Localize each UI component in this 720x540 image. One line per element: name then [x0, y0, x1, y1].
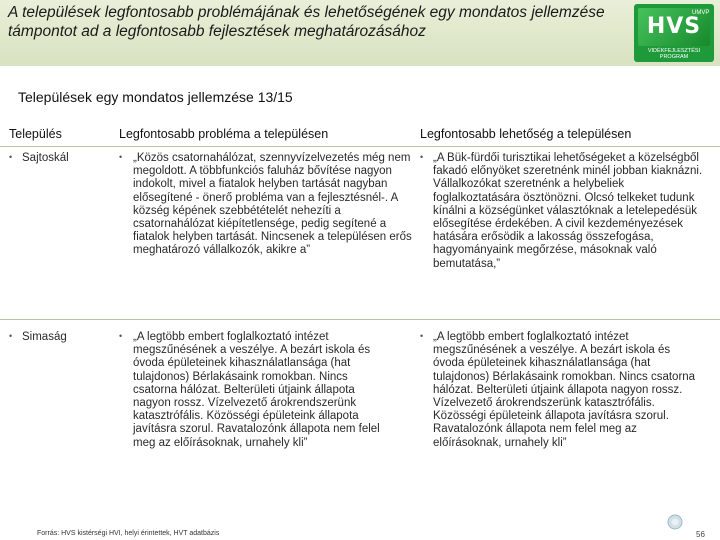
header-band — [0, 0, 720, 66]
column-header-opportunity: Legfontosabb lehetőség a településen — [420, 127, 632, 141]
row-1-opportunity: „A Bük-fürdői turisztikai lehetőségeket a közelségből fakadó előnyöket szeretnénk minél jobban kiaknázni. Vállalkozókat szeretnénk a helybeliek foglalkoztatására ösztönözni. Olcsó telkeket tudunk kínálni a községünket választóknak a letelepedésük elősegítése érdekében. A civil kezdeményezések hatására erősödik a lakosság összefogása, hagyományaink megőrzése, másoknak való bemutatása,” — [433, 152, 703, 270]
row-2-settlement: Simaság — [22, 331, 67, 343]
row-2-opportunity: „A legtöbb embert foglalkoztató intézet megszűnésének a veszélye. A bezárt iskola és óvoda épületeinek kihasználatlansága (hat tulajdonos) Bérlakásaink romokban. Nincs csatorna hálózat. Belterületi útjaink állapota nagyon rossz. Vízelvezető árokrendszerünk katasztrófális. Közösségi épületeink állapota javításra szorul. Ravatalozónk állapota nem felel meg az előírásoknak, urnahely kli” — [433, 331, 696, 449]
column-header-problem: Legfontosabb probléma a településen — [119, 127, 329, 141]
bullet-icon: • — [119, 152, 123, 162]
logo-mark: UMVP — [692, 10, 710, 16]
row-1-settlement: Sajtoskál — [22, 152, 69, 164]
row-1-problem: „Közös csatornahálózat, szennyvízelvezetés még nem megoldott. A többfunkciós faluház bővítése nagyon indokolt, mivel a fiatalok helyben tartását nagyban elősegítené - önerő probléma van a fejlesztésnél-. A község képének szebbétételét nehezíti a csatornahálózat kiépítetlensége, pedig segítené a fiatalok helyben tartását. Nincsenek a településen erős meghatározó vállalkozók, akikre a” — [133, 152, 412, 257]
page-number: 56 — [696, 530, 705, 539]
row-divider — [0, 319, 720, 320]
section-subtitle: Települések egy mondatos jellemzése 13/15 — [18, 89, 293, 105]
bullet-icon: • — [420, 331, 424, 341]
header-divider — [0, 146, 720, 147]
column-header-settlement: Település — [9, 127, 62, 141]
source-footnote: Forrás: HVS kistérségi HVI, helyi érintettek, HVT adatbázis — [37, 530, 220, 537]
logo-subtitle: VIDÉKFEJLESZTÉSI PROGRAM — [647, 48, 701, 60]
bullet-icon: • — [9, 152, 13, 162]
sun-logo-icon — [661, 512, 689, 532]
bullet-icon: • — [119, 331, 123, 341]
logo-text: HVS — [646, 14, 702, 39]
page-title: A települések legfontosabb problémájának és lehetőségének egy mondatos jellemzése támpontot ad a legfontosabb fejlesztések meghatározásához — [8, 4, 605, 40]
bullet-icon: • — [9, 331, 13, 341]
hvs-logo — [634, 4, 714, 62]
row-2-problem: „A legtöbb embert foglalkoztató intézet megszűnésének a veszélye. A bezárt iskola és óvoda épületeinek kihasználatlansága (hat tulajdonos) Bérlakásaink romokban. Nincs csatorna hálózat. Belterületi útjaink állapota nagyon rossz. Vízelvezető árokrendszerünk katasztrófális. Közösségi épületeink állapota javításra szorul. Ravatalozónk állapota nem felel meg az előírásoknak, urnahely kli” — [133, 331, 380, 449]
bullet-icon: • — [420, 152, 424, 162]
